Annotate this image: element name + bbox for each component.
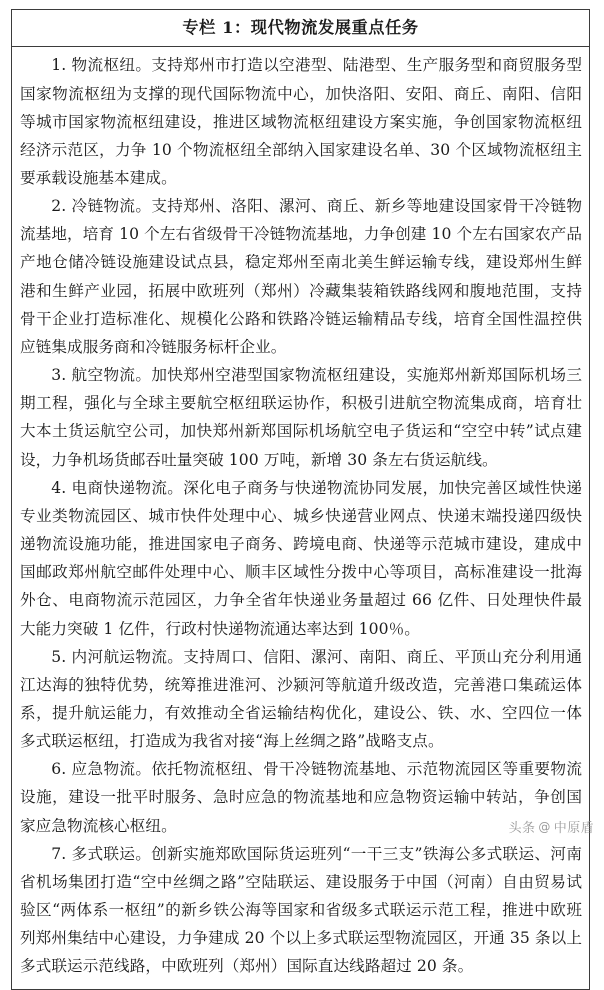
callout-box [11,9,590,990]
paragraph-7: 7. 多式联运。创新实施郑欧国际货运班列“一干三支”铁海公多式联运、河南省机场集团打造“空中丝绸之路”空陆联运、建设服务于中国（河南）自由贸易试验区“两体系一枢纽”的新乡铁公海等国家和省级多式联运示范工程，推进中欧班列郑州集结中心建设，力争建成 20 个以上多式联运型物流园区，开通 35 条以上多式联运示范线路，中欧班列（郑州）国际直达线路超过 20 条。 [20,844,582,976]
paragraph-1: 1. 物流枢纽。支持郑州市打造以空港型、陆港型、生产服务型和商贸服务型国家物流枢纽为支撑的现代国际物流中心，加快洛阳、安阳、商丘、南阳、信阳等城市国家物流枢纽建设，推进区域物流枢纽建设方案实施，争创国家物流枢纽经济示范区，力争 10 个物流枢纽全部纳入国家建设名单、30 个区域物流枢纽主要承载设施基本建成。 [20,56,582,187]
paragraph-3: 3. 航空物流。加快郑州空港型国家物流枢纽建设，实施郑州新郑国际机场三期工程，强化与全球主要航空枢纽联运协作，积极引进航空物流集成商，培育壮大本土货运航空公司，加快郑州新郑国际机场航空电子货运和“空空中转”试点建设，力争机场货邮吞吐量突破 100 万吨，新增 30 条左右货运航线。 [20,366,582,469]
callout-title: 专栏 1：现代物流发展重点任务 [182,18,419,37]
paragraph-5: 5. 内河航运物流。支持周口、信阳、漯河、南阳、商丘、平顶山充分利用通江达海的独特优势，统筹推进淮河、沙颍河等航道升级改造，完善港口集疏运体系，提升航运能力，有效推动全省运输结构优化，建设公、铁、水、空四位一体多式联运枢纽，打造成为我省对接“海上丝绸之路”战略支点。 [20,647,582,751]
callout-title-row [12,10,589,47]
watermark [509,817,594,836]
paragraph-2: 2. 冷链物流。支持郑州、洛阳、漯河、商丘、新乡等地建设国家骨干冷链物流基地，培育 10 个左右省级骨干冷链物流基地，力争创建 10 个左右国家农产品产地仓储冷链设施建设试点县，稳定郑州至南北美生鲜运输专线，建设郑州生鲜港和生鲜产业园，拓展中欧班列（郑州）冷藏集装箱铁路线网和腹地范围，支持骨干企业打造标准化、规模化公路和铁路冷链运输精品专线，培育全国性温控供应链集成服务商和冷链服务标杆企业。 [20,197,582,356]
callout-body [12,47,589,988]
at-icon: @ [538,819,551,834]
watermark-account-label: 中原盾 [553,821,594,836]
paragraph-6: 6. 应急物流。依托物流枢纽、骨干冷链物流基地、示范物流园区等重要物流设施，建设一批平时服务、急时应急的物流基地和应急物资运输中转站，争创国家应急物流核心枢纽。 [20,760,582,835]
watermark-platform-label: 头条 [508,821,536,836]
paragraph-4: 4. 电商快递物流。深化电子商务与快递物流协同发展，加快完善区域性快递专业类物流园区、城市快件处理中心、城乡快递营业网点、快递末端投递四级快递物流设施功能，推进国家电子商务、跨境电商、快递等示范城市建设，建成中国邮政郑州航空邮件处理中心、顺丰区域性分拨中心等项目，高标准建设一批海外仓、电商物流示范园区，力争全省年快递业务量超过 66 亿件、日处理快件最大能力突破 1 亿件，行政村快递物流通达率达到 100％。 [20,478,582,638]
